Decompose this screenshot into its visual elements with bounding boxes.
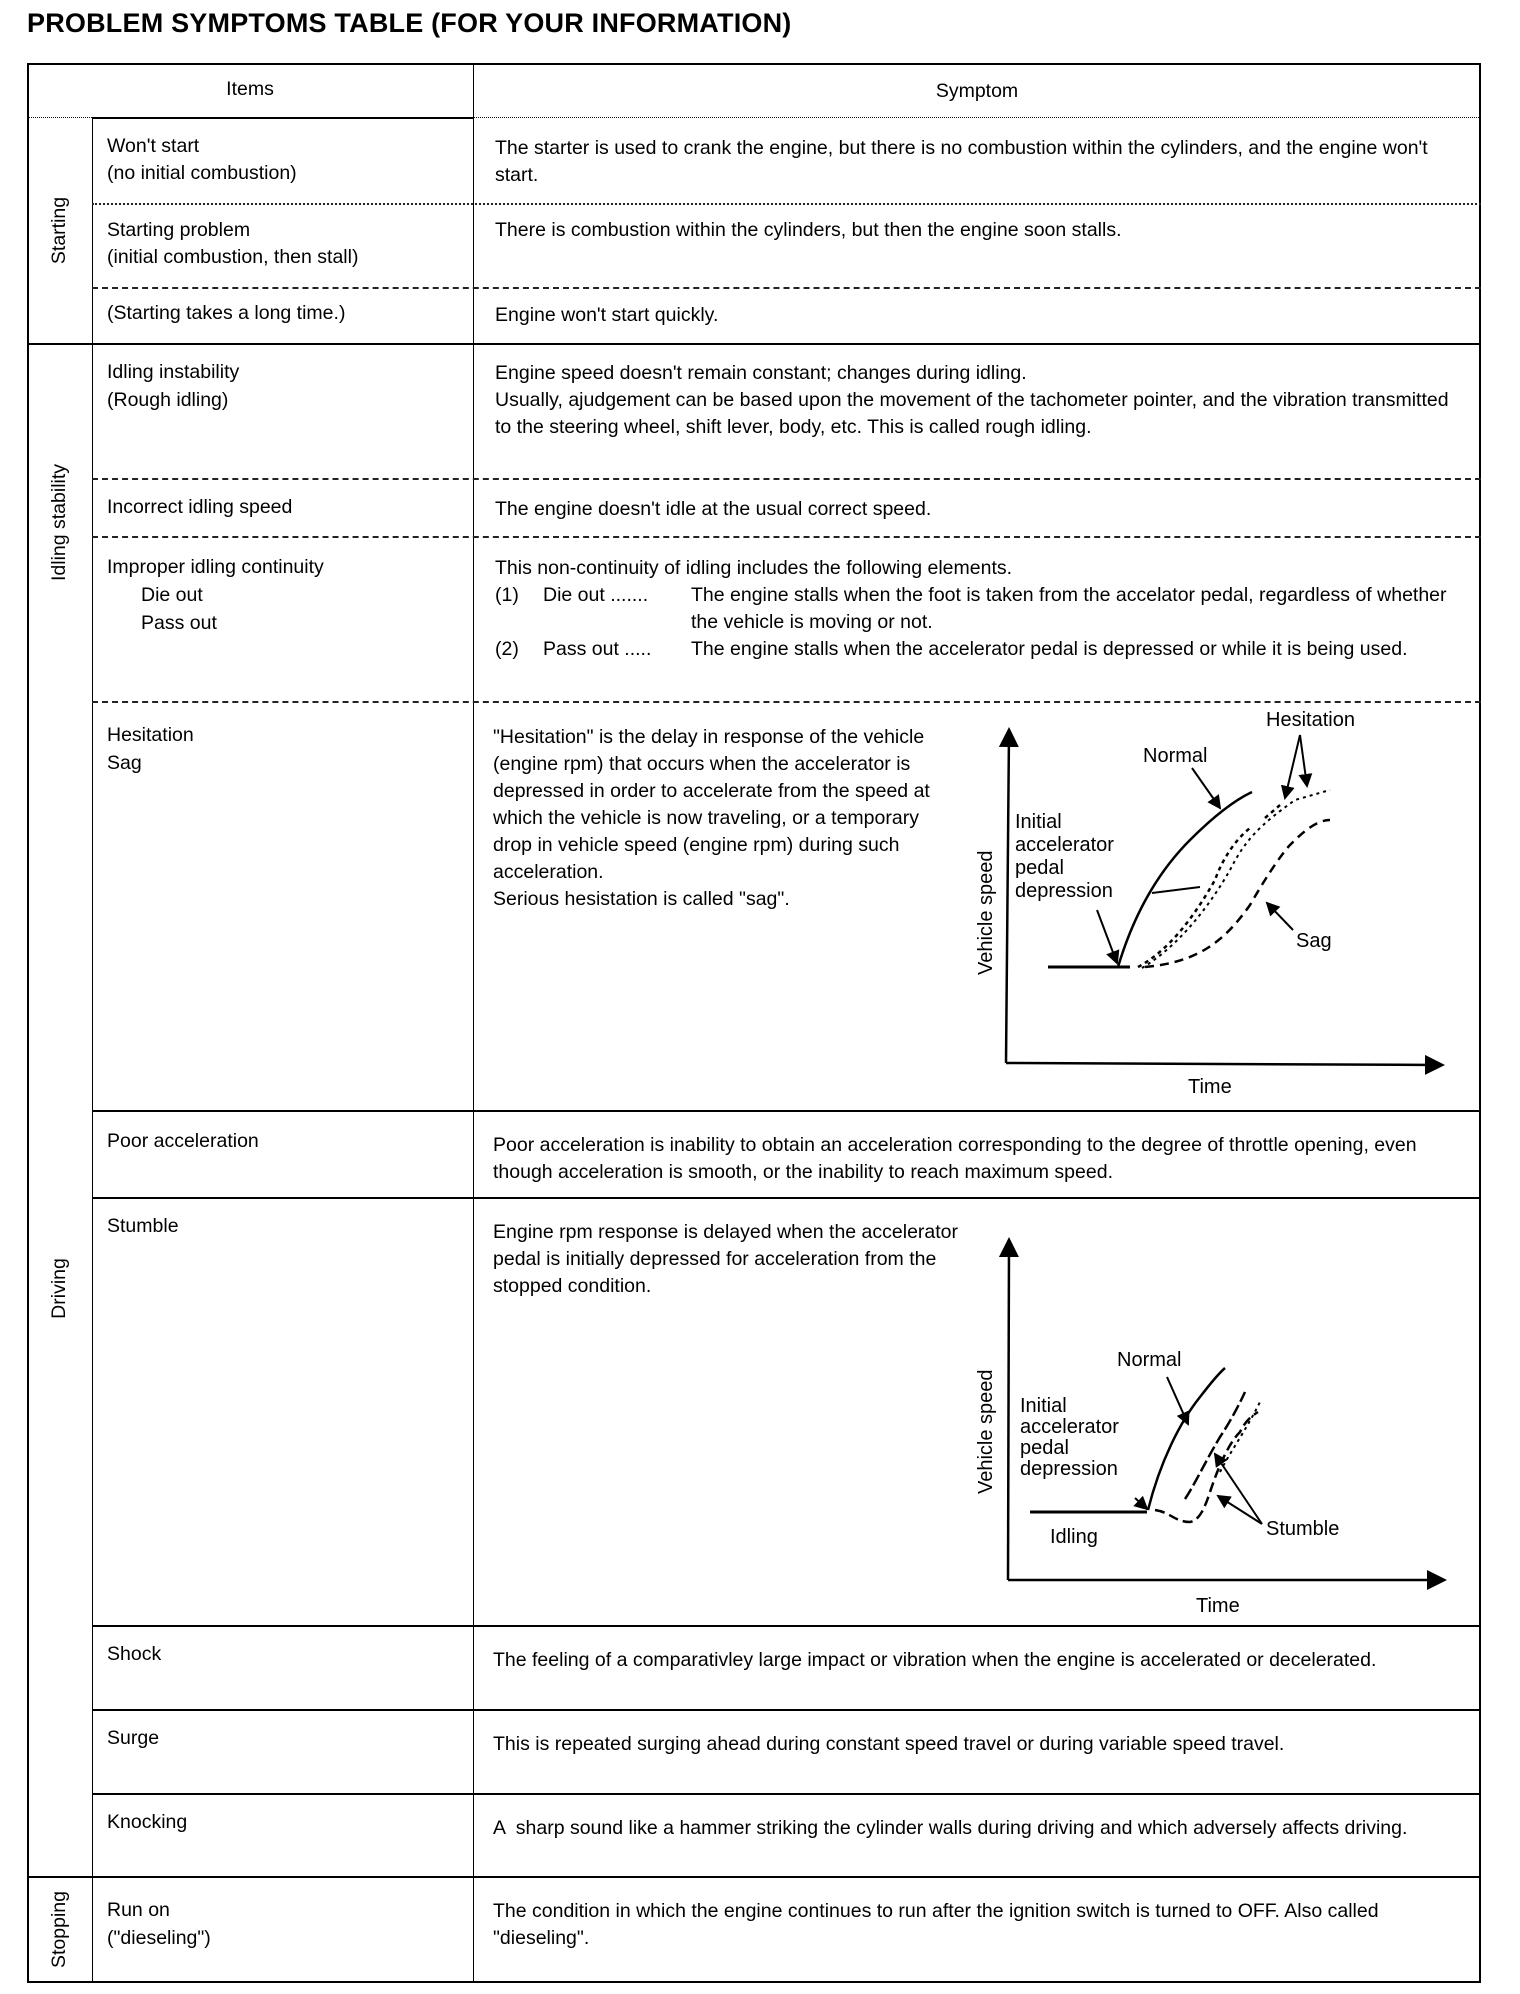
section-divider	[27, 343, 1481, 345]
row-divider	[92, 536, 1481, 538]
item-line: Pass out	[141, 612, 217, 634]
item-stumble: Stumble	[107, 1215, 179, 1237]
stumble-chart	[960, 1222, 1480, 1622]
symptom-shock: The feeling of a comparativley large impact or vibration when the engine is accelerated or decelerated.	[493, 1649, 1377, 1671]
items-column-divider	[473, 63, 474, 1983]
row-divider	[92, 1110, 1481, 1112]
pedal-label: Initial accelerator pedal depression	[1020, 1395, 1119, 1480]
item-wont-start	[107, 133, 297, 187]
stumble-curve-3	[1220, 1402, 1260, 1472]
list-value: The engine stalls when the foot is taken from the accelator pedal, regardless of whether the vehicle is moving or not.	[691, 584, 1447, 633]
item-line: Starting problem	[107, 219, 251, 241]
section-column-divider	[92, 117, 93, 1983]
item-line: (initial combustion, then stall)	[107, 246, 359, 268]
item-line: Hesitation	[107, 724, 194, 746]
row-divider	[92, 478, 1481, 480]
x-axis-label: Time	[1188, 1076, 1232, 1098]
symptom-wont-start: The starter is used to crank the engine, but there is no combustion within the cylinders, and the engine won't start.	[495, 137, 1428, 186]
list-item	[495, 582, 1470, 636]
header-symptom: Symptom	[935, 80, 1019, 102]
symptom-line: Serious hesistation is called "sag".	[493, 888, 790, 910]
symptom-surge: This is repeated surging ahead during constant speed travel or during variable speed travel.	[493, 1733, 1285, 1755]
item-line: (Rough idling)	[107, 389, 229, 411]
item-incorrect-idling-speed: Incorrect idling speed	[107, 496, 293, 518]
item-line: Sag	[107, 752, 142, 774]
item-improper-idling-continuity	[107, 553, 324, 637]
list-number: (1)	[495, 584, 519, 606]
header-divider-right	[473, 117, 1481, 118]
symptom-line: This non-continuity of idling includes the following elements.	[495, 557, 1013, 579]
item-line: Improper idling continuity	[107, 556, 324, 578]
item-starting-long-time: (Starting takes a long time.)	[107, 302, 346, 324]
list-key: Die out .......	[543, 584, 649, 606]
section-idling-stability	[27, 343, 92, 701]
symptom-hesitation	[493, 724, 948, 913]
symptom-poor-acceleration: Poor acceleration is inability to obtain an acceleration corresponding to the degree of throttle opening, even though acceleration is smooth, or the inability to reach maximum speed.	[493, 1134, 1417, 1183]
x-axis-label: Time	[1196, 1595, 1240, 1617]
item-line: Won't start	[107, 135, 200, 157]
item-poor-acceleration: Poor acceleration	[107, 1130, 259, 1152]
list-key: Pass out .....	[543, 638, 652, 660]
symptom-starting-long-time: Engine won't start quickly.	[495, 304, 719, 326]
item-starting-problem	[107, 217, 358, 271]
sag-label: Sag	[1296, 930, 1332, 952]
item-line: Run on	[107, 1899, 170, 1921]
x-axis	[1006, 1063, 1440, 1065]
list-value: The engine stalls when the accelerator pedal is depressed or while it is being used.	[691, 638, 1408, 660]
stumble-curve-2	[1185, 1392, 1245, 1499]
section-label: Driving	[48, 1258, 70, 1319]
item-surge: Surge	[107, 1727, 160, 1749]
row-divider	[92, 1197, 1481, 1199]
symptom-starting-problem: There is combustion within the cylinders, but then the engine soon stalls.	[495, 219, 1122, 241]
y-axis-label: Vehicle speed	[975, 1369, 997, 1494]
hesitation-label: Hesitation	[1266, 709, 1355, 731]
header-divider	[92, 117, 473, 119]
item-line: ("dieseling")	[107, 1927, 211, 1949]
page-title: PROBLEM SYMPTOMS TABLE (FOR YOUR INFORMATION)	[27, 8, 792, 38]
normal-curve	[1118, 792, 1252, 967]
row-divider	[92, 1709, 1481, 1711]
item-shock: Shock	[107, 1643, 162, 1665]
stumble-label: Stumble	[1266, 1518, 1340, 1540]
section-label: Idling stability	[48, 463, 70, 581]
symptom-run-on: The condition in which the engine continues to run after the ignition switch is turned to OFF. Also called "dieseling".	[493, 1900, 1379, 1949]
row-divider	[92, 203, 1481, 205]
list-item	[495, 636, 1470, 663]
header-items: Items	[226, 78, 274, 100]
normal-label: Normal	[1117, 1349, 1182, 1371]
y-axis	[1006, 732, 1009, 1063]
y-axis-label: Vehicle speed	[975, 850, 997, 975]
section-label: Starting	[48, 196, 71, 264]
item-run-on	[107, 1896, 211, 1952]
item-line: (no initial combustion)	[107, 162, 297, 184]
section-divider	[27, 1876, 1481, 1878]
symptom-line: Usually, ajudgement can be based upon the movement of the tachometer pointer, and the vibration transmitted to the steering wheel, shift lever, body, etc. This is called rough idling.	[495, 389, 1449, 438]
section-driving	[27, 701, 92, 1876]
symptom-idling-instability	[495, 360, 1470, 441]
item-hesitation	[107, 721, 194, 777]
stumble-curve	[1155, 1412, 1258, 1522]
item-line: Idling instability	[107, 361, 240, 383]
pedal-label: Initial accelerator pedal depression	[1015, 811, 1114, 902]
item-knocking: Knocking	[107, 1811, 188, 1833]
item-line: Die out	[141, 584, 203, 606]
symptom-improper-idling-continuity	[495, 555, 1470, 663]
symptom-line: "Hesitation" is the delay in response of the vehicle (engine rpm) that occurs when the accelerator is depressed in order to accelerate from the speed at which the vehicle is now traveling, or a temporary drop in vehicle speed (engine rpm) during such acceleration.	[493, 726, 930, 883]
row-divider	[92, 1793, 1481, 1795]
row-divider	[92, 287, 1481, 289]
symptom-knocking: A sharp sound like a hammer striking the cylinder walls during driving and which adversely affects driving.	[493, 1817, 1408, 1839]
normal-curve	[1148, 1368, 1225, 1510]
item-idling-instability	[107, 358, 239, 414]
section-label: Stopping	[48, 1891, 71, 1968]
symptom-line: Engine speed doesn't remain constant; changes during idling.	[495, 362, 1027, 384]
normal-label: Normal	[1143, 745, 1208, 767]
row-divider	[92, 1625, 1481, 1627]
idling-label: Idling	[1050, 1526, 1098, 1548]
section-starting	[27, 117, 92, 343]
symptom-incorrect-idling-speed: The engine doesn't idle at the usual correct speed.	[495, 498, 932, 520]
hesitation-chart	[960, 700, 1480, 1110]
section-stopping	[27, 1876, 92, 1983]
symptom-stumble: Engine rpm response is delayed when the accelerator pedal is initially depressed for acceleration from the stopped condition.	[493, 1221, 959, 1297]
y-axis	[1008, 1242, 1009, 1580]
list-number: (2)	[495, 638, 519, 660]
